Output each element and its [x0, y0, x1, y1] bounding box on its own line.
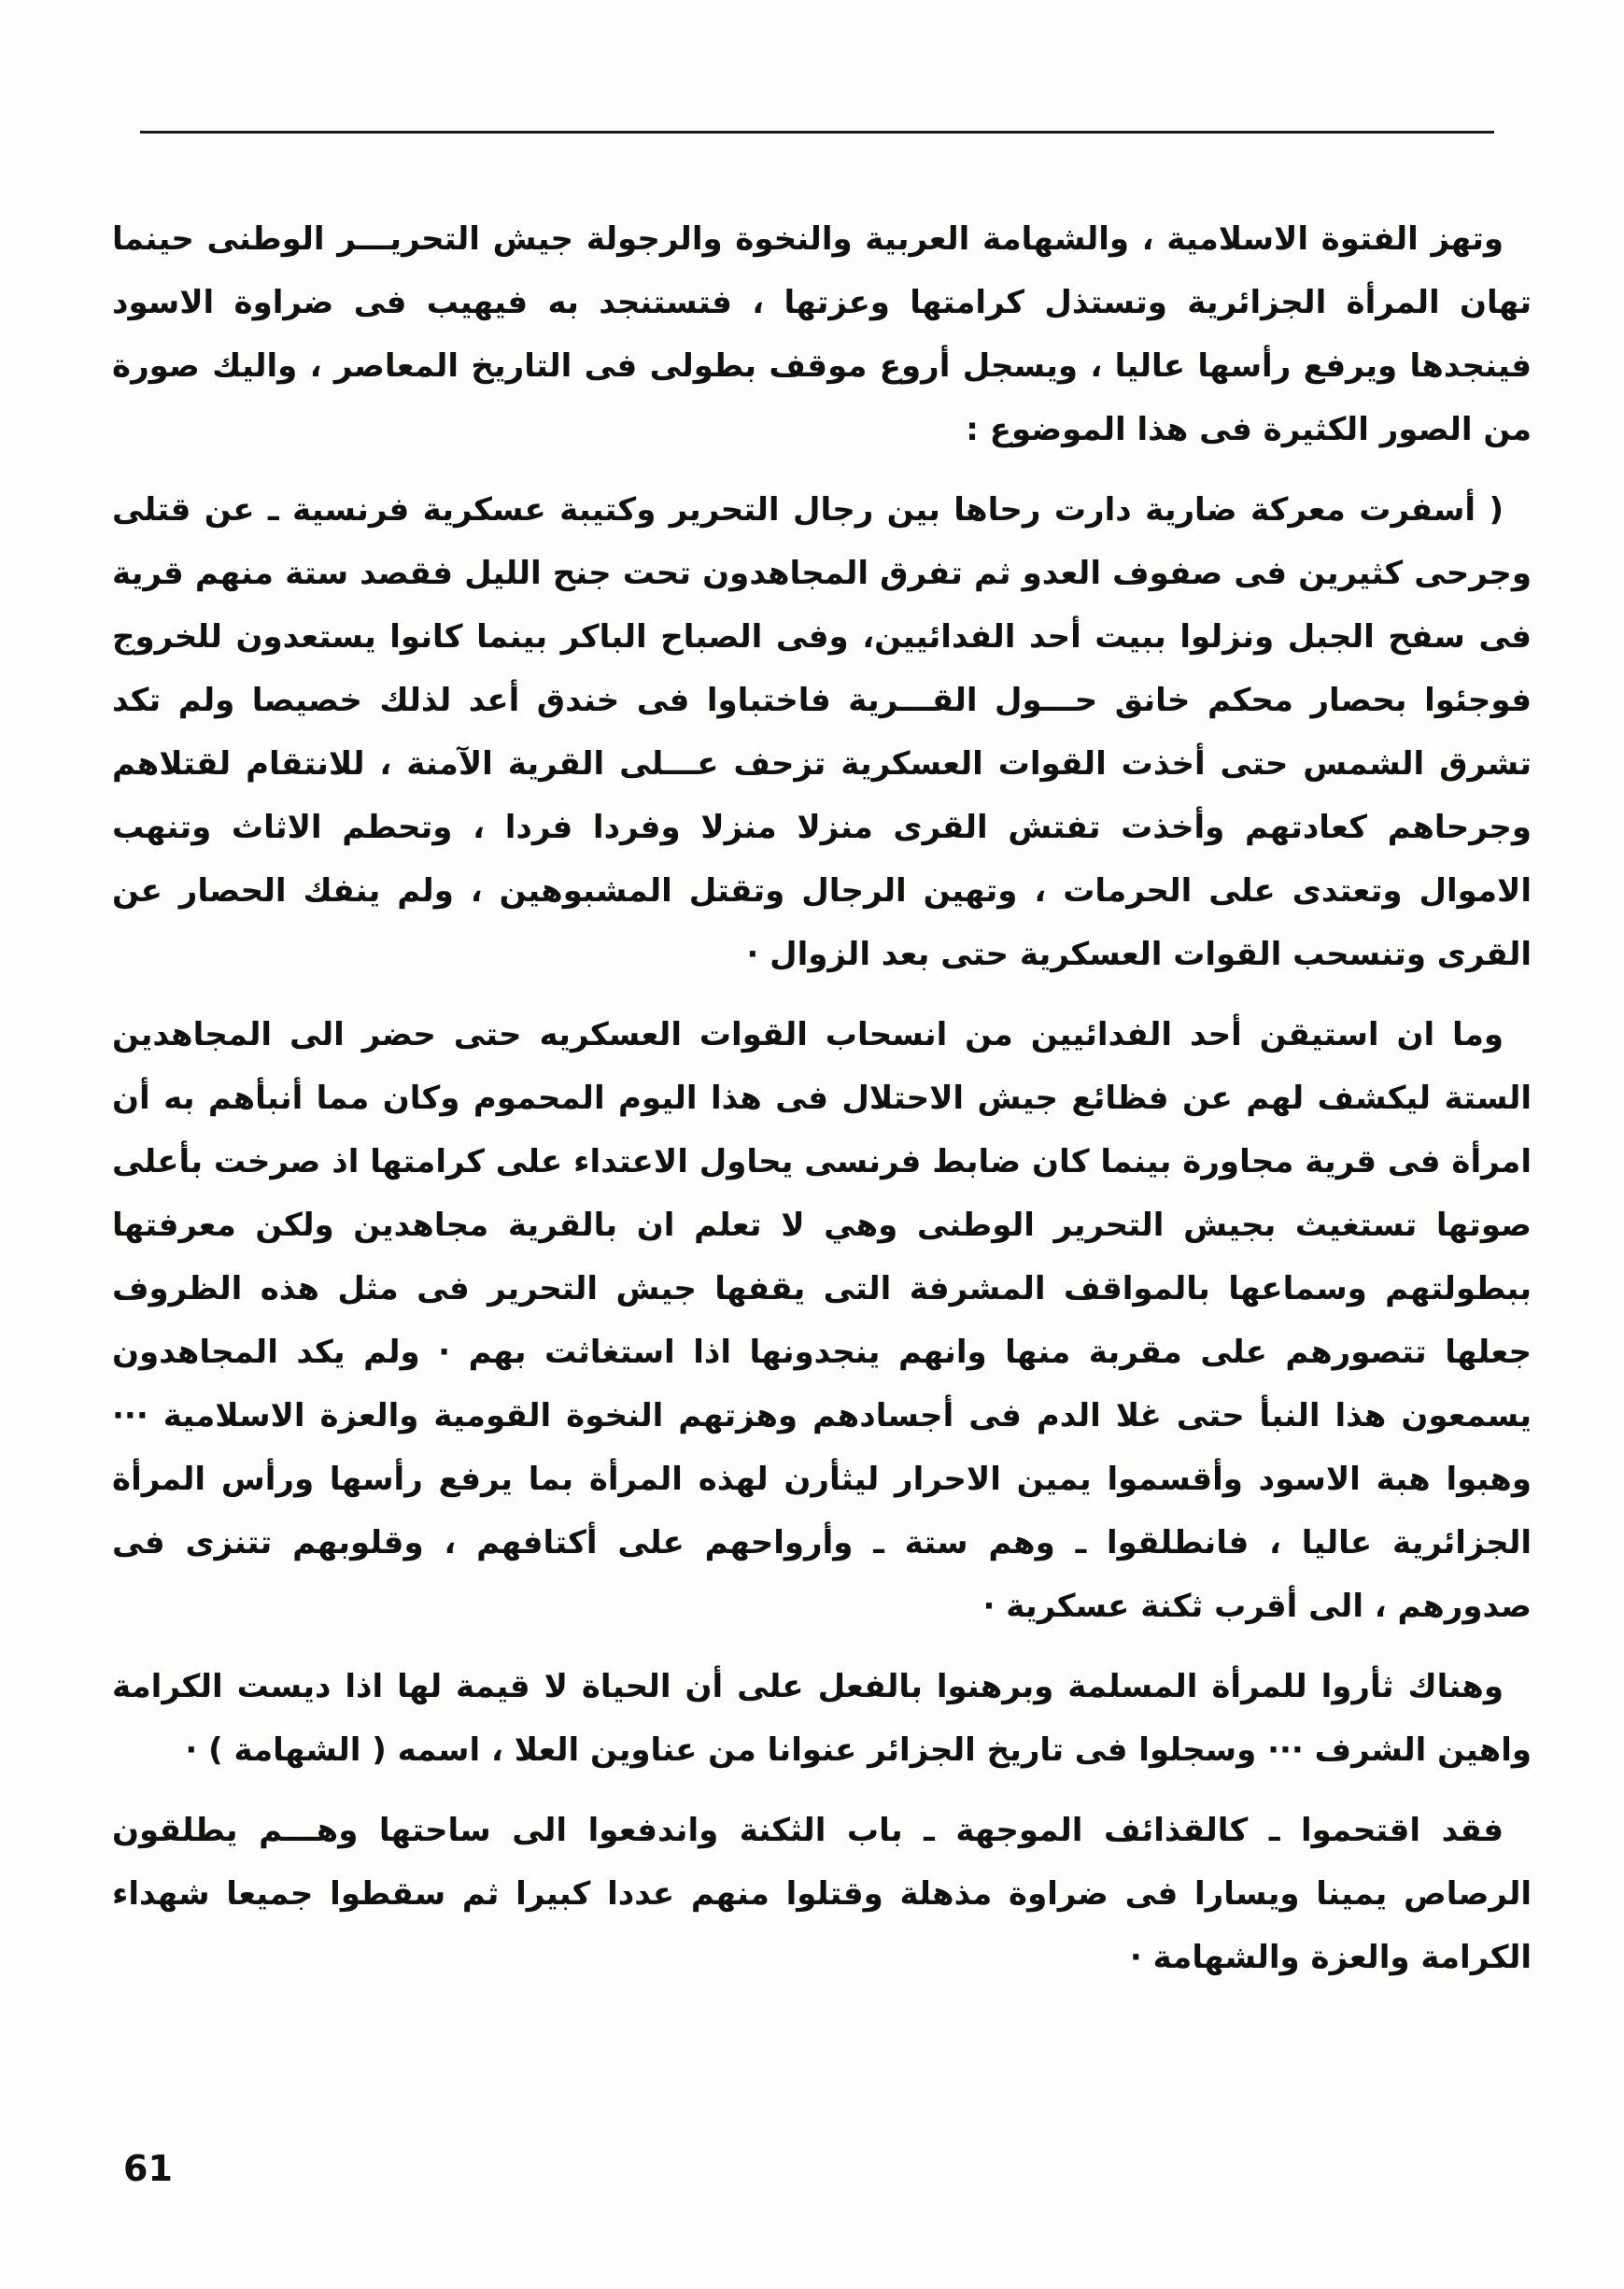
paragraph-martyrdom: فقد اقتحموا ـ كالقذائف الموجهة ـ باب الثكنة واندفعوا الى ساحتها وهـــم يطلقون الرصاص يمينا ويسارا فى ضراوة مذهلة وقتلوا منهم عددا كبيرا ثم سقطوا جميعا شهداء الكرامة والعزة والشهامة ·: [112, 1812, 1532, 1976]
paragraph-vengeance: وهناك ثأروا للمرأة المسلمة وبرهنوا بالفعل على أن الحياة لا قيمة لها اذا ديست الكرامة واهين الشرف ··· وسجلوا فى تاريخ الجزائر عنوانا من عناوين العلا ، اسمه ( الشهامة ) ·: [112, 1668, 1532, 1769]
header-rule: [140, 131, 1494, 134]
paragraph-intro: وتهز الفتوة الاسلامية ، والشهامة العربية والنخوة والرجولة جيش التحريـــر الوطنى حينما تهان المرأة الجزائرية وتستذل كرامتها وعزتها ، فتستنجد به فيهيب فى ضراوة الاسود فينجدها ويرفع رأسها عاليا ، ويسجل أروع موقف بطولى فى التاريخ المعاصر ، واليك صورة من الصور الكثيرة فى هذا الموضوع :: [112, 220, 1532, 448]
page-number: 61: [123, 2148, 173, 2189]
paragraph-fedayee-report: وما ان استيقن أحد الفدائيين من انسحاب القوات العسكريه حتى حضر الى المجاهدين الستة ليكشف لهم عن فظائع جيش الاحتلال فى هذا اليوم المحموم وكان مما أنبأهم به أن امرأة فى قرية مجاورة بينما كان ضابط فرنسى يحاول الاعتداء على كرامتها اذ صرخت بأعلى صوتها تستغيث بجيش التحرير الوطنى وهي لا تعلم ان بالقرية مجاهدين ولكن معرفتها ببطولتهم وسماعها بالمواقف المشرفة التى يقفها جيش التحرير فى مثل هذه الظروف جعلها تتصورهم على مقربة منها وانهم ينجدونها اذا استغاثت بهم · ولم يكد المجاهدون يسمعون هذا النبأ حتى غلا الدم فى أجسادهم وهزتهم النخوة القومية والعزة الاسلامية ··· وهبوا هبة الاسود وأقسموا يمين الاحرار ليثأرن لهذه المرأة بما يرفع رأسها ورأس المرأة الجزائرية عاليا ، فانطلقوا ـ وهم ستة ـ وأرواحهم على أكتافهم ، وقلوبهم تتنزى فى صدورهم ، الى أقرب ثكنة عسكرية ·: [112, 1016, 1532, 1625]
body-text: [112, 207, 1532, 2006]
paragraph-battle-account: ( أسفرت معركة ضارية دارت رحاها بين رجال التحرير وكتيبة عسكرية فرنسية ـ عن قتلى وجرحى كثيرين فى صفوف العدو ثم تفرق المجاهدون تحت جنح الليل فقصد ستة منهم قرية فى سفح الجبل ونزلوا ببيت أحد الفدائيين، وفى الصباح الباكر بينما كانوا يستعدون للخروج فوجئوا بحصار محكم خانق حـــول القـــرية فاختباوا فى خندق أعد لذلك خصيصا ولم تكد تشرق الشمس حتى أخذت القوات العسكرية تزحف عـــلى القرية الآمنة ، للانتقام لقتلاهم وجرحاهم كعادتهم وأخذت تفتش القرى منزلا منزلا وفردا فردا ، وتحطم الاثاث وتنهب الاموال وتعتدى على الحرمات ، وتهين الرجال وتقتل المشبوهين ، ولم ينفك الحصار عن القرى وتنسحب القوات العسكرية حتى بعد الزوال ·: [112, 491, 1532, 973]
